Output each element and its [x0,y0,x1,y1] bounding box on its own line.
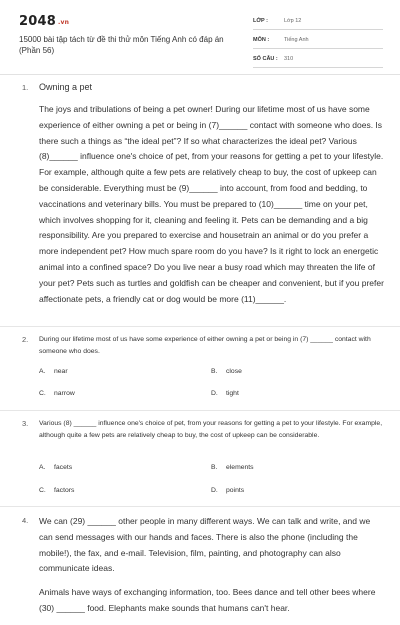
meta-row-class [253,15,383,30]
answer-option-b[interactable] [211,464,254,471]
header-divider [0,74,400,75]
answer-option-c[interactable] [39,487,74,494]
reading-passage [39,514,384,625]
answer-option-d[interactable] [211,390,239,397]
option-letter: B. [211,464,218,471]
question-number: 3. [22,419,29,428]
answer-option-b[interactable] [211,368,242,375]
option-letter: D. [211,487,218,494]
option-letter: C. [39,487,46,494]
meta-value: Tiếng Anh [284,37,309,43]
site-logo[interactable] [19,14,69,29]
meta-info [253,15,383,72]
question-number: 1. [22,83,29,92]
logo-suffix: .vn [57,19,70,26]
meta-label: MÔN : [253,37,270,43]
meta-value: 310 [284,56,294,62]
reading-passage: The joys and tribulations of being a pet owner! During our lifetime most of us have some experience of either owning a pet or being in (7)______ contact with someone who does. Is there such a things as “the ideal pet”? If so what characterizes the ideal pet? Various (8)______ influence one's choice of pet, from your reasons for getting a pet to your lifestyle. For example, although quite a few pets are relatively cheap to buy, the cost of upkeep can be considerable. Everything must be (9)______ into account, from food and bedding, to vaccinations and veterinary bills. You must be prepared to (10)______ time on your pet, which involves shopping for it, cleaning and feeling it. Pets can be demanding and a big responsibility. Are you prepared to exercise and housetrain an animal or do you prefer a more independent pet? How much spare room do you have? Is it right to lock an energetic animal into a confined space? Do you live near a busy road which may threaten the life of your pet? Pets such as turtles and goldfish can be cheaper and convenient, but if you prefer affectionate pets, a friendly cat or dog would be more (11)______. [39,104,384,304]
option-letter: C. [39,390,46,397]
option-letter: A. [39,368,46,375]
answer-option-a[interactable] [39,368,68,375]
option-text: factors [54,487,75,494]
option-letter: D. [211,390,218,397]
meta-row-subject [253,34,383,49]
question-divider [0,326,400,327]
answer-option-a[interactable] [39,464,72,471]
passage-paragraph: Animals have ways of exchanging information, too. Bees dance and tell other bees where (30) ______ food. Elephants make sounds that humans can't hear. [39,587,376,613]
question-divider [0,410,400,411]
question-divider [0,506,400,507]
question-number: 4. [22,516,29,525]
passage-title: Owning a pet [39,82,93,92]
meta-row-count [253,53,383,68]
option-text: tight [226,390,239,397]
option-text: points [226,487,245,494]
option-text: close [226,368,242,375]
option-text: elements [226,464,254,471]
option-text: near [54,368,68,375]
option-letter: A. [39,464,46,471]
passage-paragraph: We can (29) ______ other people in many different ways. We can talk and write, and we can send messages with our hands and faces. There is also the phone (including the mobile!), the fax, and e-mail. Television, film, painting, and photography can also communicate ideas. [39,516,371,574]
document-title: 15000 bài tập tách từ đề thi thử môn Tiếng Anh có đáp án (Phần 56) [19,35,224,55]
meta-value: Lớp 12 [284,18,302,24]
question-stem: During our lifetime most of us have some experience of either owning a pet or being in (7) ______ contact with someone who does. [39,336,371,355]
option-text: narrow [54,390,75,397]
question-stem: Various (8) ______ influence one's choice of pet, from your reasons for getting a pet to your lifestyle. For example, although quite a few pets are relatively cheap to buy, the cost of upkeep can be considerable. [39,420,383,439]
option-letter: B. [211,368,218,375]
logo-main: 2048 [19,14,56,29]
meta-label: SỐ CÂU : [253,56,278,62]
meta-label: LỚP : [253,18,268,24]
question-number: 2. [22,335,29,344]
answer-option-d[interactable] [211,487,244,494]
answer-option-c[interactable] [39,390,75,397]
page-header [0,0,400,74]
option-text: facets [54,464,73,471]
